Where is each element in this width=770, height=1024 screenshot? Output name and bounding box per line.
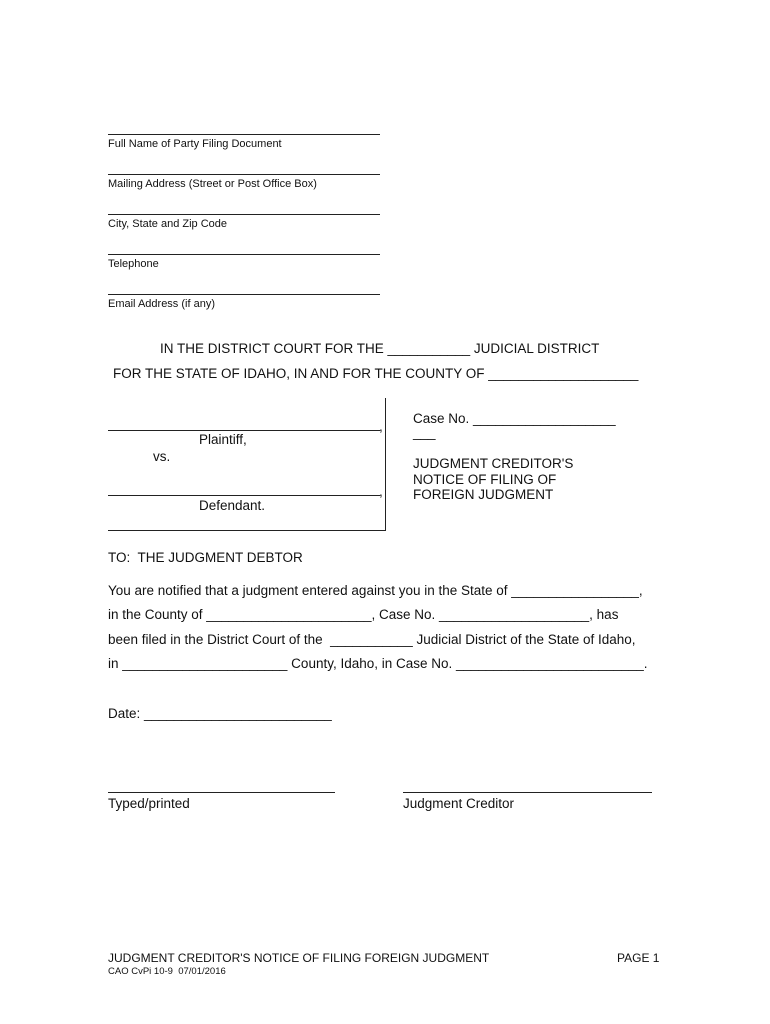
vs-label: vs. bbox=[153, 449, 171, 464]
defendant-label: Defendant. bbox=[199, 498, 266, 513]
form-code: CAO CvPi 10-9 07/01/2016 bbox=[108, 966, 226, 977]
full-name-line[interactable] bbox=[108, 134, 380, 135]
caption-divider bbox=[385, 398, 386, 531]
case-number-field[interactable]: Case No. ___________________ bbox=[413, 411, 616, 426]
page-number: PAGE 1 bbox=[617, 951, 660, 965]
mailing-address-line[interactable] bbox=[108, 174, 380, 175]
caption-bottom-rule bbox=[108, 530, 386, 531]
court-heading-line2: FOR THE STATE OF IDAHO, IN AND FOR THE COUNTY OF ____________________ bbox=[113, 366, 639, 381]
court-heading-line1: IN THE DISTRICT COURT FOR THE ___________ JUDICIAL DISTRICT bbox=[160, 341, 600, 356]
notice-line3[interactable]: been filed in the District Court of the ___________ Judicial District of the State of Idaho, bbox=[108, 632, 636, 647]
email-label: Email Address (if any) bbox=[108, 298, 215, 310]
city-state-zip-line[interactable] bbox=[108, 214, 380, 215]
typed-printed-label: Typed/printed bbox=[108, 796, 190, 811]
city-state-zip-label: City, State and Zip Code bbox=[108, 218, 228, 230]
plaintiff-comma: , bbox=[379, 419, 383, 434]
telephone-label: Telephone bbox=[108, 258, 159, 270]
notice-line2[interactable]: in the County of ______________________, Case No. ____________________, has bbox=[108, 607, 619, 622]
plaintiff-label: Plaintiff, bbox=[199, 432, 247, 447]
case-number-continuation: ___ bbox=[413, 425, 436, 440]
email-line[interactable] bbox=[108, 294, 380, 295]
judgment-creditor-signature-line[interactable] bbox=[403, 792, 652, 793]
plaintiff-name-line[interactable] bbox=[108, 430, 380, 431]
document-title-line2: NOTICE OF FILING OF bbox=[413, 472, 557, 487]
date-field[interactable]: Date: _________________________ bbox=[108, 706, 332, 721]
notice-line1[interactable]: You are notified that a judgment entered against you in the State of _________________, bbox=[108, 583, 643, 598]
defendant-name-line[interactable] bbox=[108, 495, 380, 496]
notice-line4[interactable]: in ______________________ County, Idaho, in Case No. _________________________. bbox=[108, 656, 648, 671]
mailing-address-label: Mailing Address (Street or Post Office Box) bbox=[108, 178, 317, 190]
addressee-line: TO: THE JUDGMENT DEBTOR bbox=[108, 550, 303, 565]
footer-title: JUDGMENT CREDITOR'S NOTICE OF FILING FOREIGN JUDGMENT bbox=[108, 951, 490, 965]
document-title-line3: FOREIGN JUDGMENT bbox=[413, 487, 554, 502]
judgment-creditor-label: Judgment Creditor bbox=[403, 796, 515, 811]
document-title-line1: JUDGMENT CREDITOR'S bbox=[413, 456, 574, 471]
typed-printed-line[interactable] bbox=[108, 792, 335, 793]
full-name-label: Full Name of Party Filing Document bbox=[108, 138, 282, 150]
telephone-line[interactable] bbox=[108, 254, 380, 255]
defendant-comma: , bbox=[379, 484, 383, 499]
